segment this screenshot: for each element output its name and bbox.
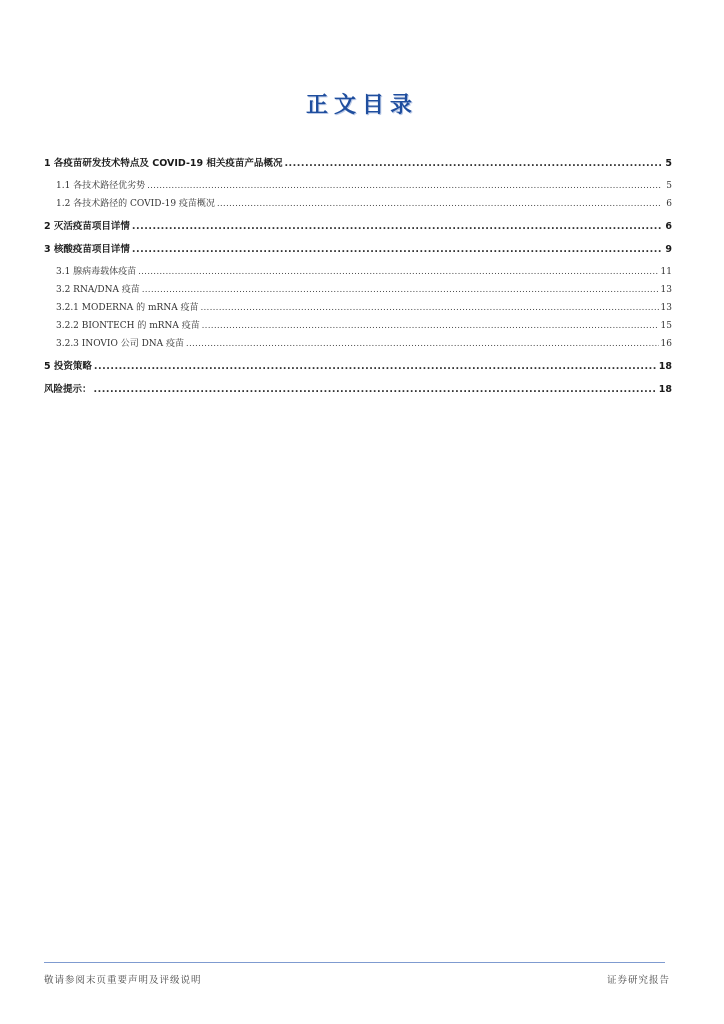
- toc-leader-dots: [201, 299, 659, 317]
- toc-leader-dots: [284, 155, 662, 173]
- toc-entry-label: 3.2 RNA/DNA 疫苗: [56, 285, 140, 295]
- toc-entry-page: 9: [665, 244, 672, 255]
- toc-leader-dots: [202, 317, 659, 335]
- toc-entry[interactable]: [44, 281, 672, 299]
- toc-entry[interactable]: [44, 335, 672, 353]
- page-title: 正文目录: [305, 92, 418, 118]
- toc-leader-dots: [217, 195, 662, 213]
- toc-entry-page: 5: [666, 181, 672, 191]
- toc-entry-page: 16: [660, 339, 672, 349]
- toc-entry-page: 13: [660, 285, 672, 295]
- toc-entry-page: 13: [660, 303, 672, 313]
- toc-entry-page: 6: [666, 199, 672, 209]
- toc-leader-dots: [147, 177, 662, 195]
- toc-entry-page: 15: [660, 321, 672, 331]
- toc-entry-page: 18: [658, 384, 672, 395]
- toc-entry-page: 18: [658, 361, 672, 372]
- toc-entry-label: 1.1 各技术路径优劣势: [56, 181, 146, 191]
- toc-entry-label: 3.2.3 INOVIO 公司 DNA 疫苗: [56, 339, 185, 349]
- toc-entry-label: 5 投资策略: [44, 361, 92, 372]
- toc-leader-dots: [142, 281, 659, 299]
- footer-report-type: 证券研究报告: [606, 975, 670, 986]
- toc-entry-label: 3 核酸疫苗项目详情: [44, 244, 130, 255]
- footer-divider: [44, 962, 665, 963]
- toc-leader-dots: [138, 263, 658, 281]
- toc-entry-label: 3.1 腺病毒载体疫苗: [56, 267, 137, 277]
- toc-entry[interactable]: [44, 155, 672, 173]
- toc-entry-label: 风险提示：: [44, 384, 92, 395]
- toc-entry[interactable]: [44, 263, 672, 281]
- toc-entry-page: 5: [665, 158, 672, 169]
- toc-leader-dots: [132, 218, 662, 236]
- toc-entry-label: 3.2.2 BIONTECH 的 mRNA 疫苗: [56, 321, 200, 331]
- toc-entry[interactable]: [44, 218, 672, 236]
- toc-entry-page: 6: [665, 221, 672, 232]
- toc-leader-dots: [94, 381, 657, 399]
- toc-entry-label: 2 灭活疫苗项目详情: [44, 221, 130, 232]
- toc-leader-dots: [132, 241, 662, 259]
- toc-entry[interactable]: [44, 177, 672, 195]
- footer-disclaimer: 敬请参阅末页重要声明及评级说明: [44, 975, 202, 986]
- toc-entry-label: 1 各疫苗研发技术特点及 COVID-19 相关疫苗产品概况: [44, 158, 283, 169]
- toc-entry[interactable]: [44, 358, 672, 376]
- toc-entry-label: 3.2.1 MODERNA 的 mRNA 疫苗: [56, 303, 199, 313]
- toc-leader-dots: [186, 335, 659, 353]
- toc-entry[interactable]: [44, 195, 672, 213]
- toc-entry[interactable]: [44, 241, 672, 259]
- toc-entry[interactable]: [44, 299, 672, 317]
- toc-entry[interactable]: [44, 317, 672, 335]
- toc-entry-page: 11: [660, 267, 672, 277]
- table-of-contents: [44, 150, 672, 399]
- toc-leader-dots: [94, 358, 657, 376]
- toc-entry[interactable]: [44, 381, 672, 399]
- toc-entry-label: 1.2 各技术路径的 COVID-19 疫苗概况: [56, 199, 215, 209]
